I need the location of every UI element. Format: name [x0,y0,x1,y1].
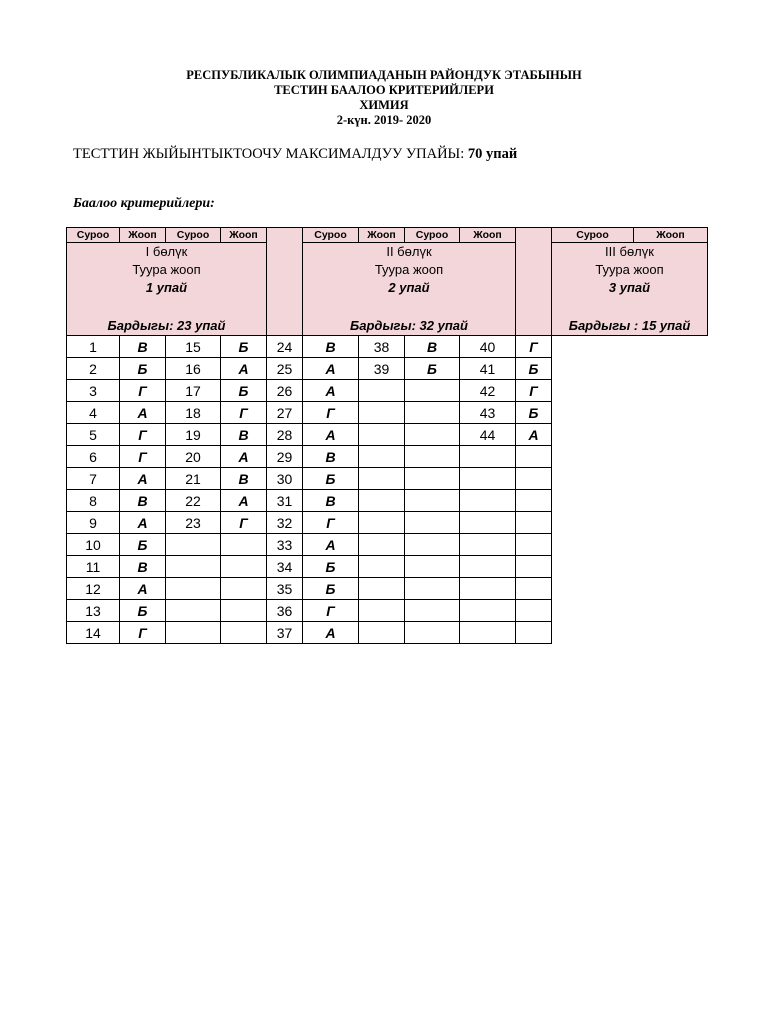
question-number-cell: 16 [166,358,221,380]
question-number-cell [460,556,516,578]
answer-cell: А [303,534,359,556]
question-number-cell: 1 [67,336,120,358]
header-line-2: ТЕСТИН БААЛОО КРИТЕРИЙЛЕРИ [274,83,494,97]
question-number-cell [166,600,221,622]
col-header-answer: Жооп [460,228,516,243]
answer-cell: Г [120,380,166,402]
answer-cell [516,578,552,600]
question-number-cell: 21 [166,468,221,490]
answer-cell: Г [221,402,267,424]
answer-cell: Г [303,512,359,534]
answer-cell: А [303,622,359,644]
question-number-cell [359,490,405,512]
answer-cell: В [120,490,166,512]
answer-cell [221,622,267,644]
question-number-cell: 18 [166,402,221,424]
question-number-cell: 15 [166,336,221,358]
col-header-question: Суроо [303,228,359,243]
answer-cell: Б [120,600,166,622]
question-number-cell [359,512,405,534]
part-points: 1 упай [145,280,188,295]
question-number-cell: 11 [67,556,120,578]
answer-cell: А [120,402,166,424]
separator-column [516,228,552,336]
part-name: I бөлүк [145,244,188,259]
question-number-cell: 9 [67,512,120,534]
question-number-cell: 5 [67,424,120,446]
answer-cell [405,380,460,402]
answer-cell [405,556,460,578]
answer-cell: Г [303,402,359,424]
answer-cell [405,424,460,446]
question-number-cell: 30 [267,468,303,490]
max-score-value: 70 упай [467,146,518,162]
part-points: 2 упай [388,280,430,295]
question-number-cell [359,622,405,644]
answer-cell: Г [120,424,166,446]
question-number-cell: 22 [166,490,221,512]
question-number-cell [166,534,221,556]
question-number-cell: 33 [267,534,303,556]
answer-cell: В [405,336,460,358]
question-number-cell: 2 [67,358,120,380]
answer-cell: Г [120,622,166,644]
question-number-cell: 29 [267,446,303,468]
column-header-row [67,228,708,243]
question-number-cell: 17 [166,380,221,402]
answer-cell [516,446,552,468]
part-total: Бардыгы : 15 упай [568,318,691,333]
part-1-info [67,243,267,336]
question-number-cell: 27 [267,402,303,424]
answer-cell: А [303,358,359,380]
table-row [67,490,708,512]
col-header-question: Суроо [552,228,634,243]
criteria-title: Баалоо критерийлери: [73,196,215,211]
answer-cell: Б [221,336,267,358]
question-number-cell: 42 [460,380,516,402]
table-row [67,512,708,534]
question-number-cell: 25 [267,358,303,380]
question-number-cell [359,402,405,424]
question-number-cell: 35 [267,578,303,600]
max-score-label: ТЕСТТИН ЖЫЙЫНТЫКТООЧУ МАКСИМАЛДУУ УПАЙЫ: [73,146,468,162]
question-number-cell [166,622,221,644]
answer-cell: Б [120,358,166,380]
answer-cell: В [221,468,267,490]
document-header [0,68,768,128]
col-header-answer: Жооп [359,228,405,243]
answer-cell: Б [405,358,460,380]
col-header-answer: Жооп [120,228,166,243]
table-row [67,534,708,556]
answer-cell [405,600,460,622]
answer-cell: Б [303,468,359,490]
col-header-answer: Жооп [634,228,708,243]
answer-cell [516,468,552,490]
answer-cell [405,402,460,424]
part-name: III бөлүк [605,244,654,259]
question-number-cell [460,446,516,468]
question-number-cell [460,622,516,644]
answer-cell [405,446,460,468]
question-number-cell: 26 [267,380,303,402]
answer-cell: В [120,336,166,358]
part-correct-label: Туура жооп [374,262,444,277]
question-number-cell: 20 [166,446,221,468]
header-line-3: ХИМИЯ [359,98,409,112]
table-row [67,402,708,424]
answer-cell: А [221,358,267,380]
answer-cell: В [303,490,359,512]
question-number-cell [460,534,516,556]
table-row [67,600,708,622]
col-header-question: Суроо [405,228,460,243]
question-number-cell: 36 [267,600,303,622]
question-number-cell: 13 [67,600,120,622]
answer-cell [405,622,460,644]
answer-cell [516,556,552,578]
table-row [67,358,708,380]
answer-cell [405,490,460,512]
part-total: Бардыгы: 23 упай [107,318,226,333]
answer-cell: Б [221,380,267,402]
part-total: Бардыгы: 32 упай [350,318,468,333]
question-number-cell [460,512,516,534]
question-number-cell: 6 [67,446,120,468]
answer-cell: Б [303,556,359,578]
question-number-cell: 32 [267,512,303,534]
answer-cell: А [120,468,166,490]
table-row [67,446,708,468]
question-number-cell: 40 [460,336,516,358]
answer-cell [405,578,460,600]
question-number-cell: 12 [67,578,120,600]
question-number-cell: 43 [460,402,516,424]
answer-cell: Б [516,358,552,380]
table-row [67,622,708,644]
question-number-cell [460,490,516,512]
answer-cell [405,534,460,556]
question-number-cell: 37 [267,622,303,644]
answer-cell [516,622,552,644]
answer-cell [221,534,267,556]
answer-cell: Г [120,446,166,468]
question-number-cell: 31 [267,490,303,512]
header-line-1: РЕСПУБЛИКАЛЫК ОЛИМПИАДАНЫН РАЙОНДУК ЭТАБЫНЫН [186,68,582,82]
question-number-cell: 34 [267,556,303,578]
part-2-info [303,243,516,336]
table-row [67,468,708,490]
answer-cell: В [120,556,166,578]
table-row [67,578,708,600]
answer-cell: Б [120,534,166,556]
answer-cell: Г [516,336,552,358]
answer-cell [516,600,552,622]
question-number-cell: 39 [359,358,405,380]
question-number-cell: 14 [67,622,120,644]
question-number-cell: 28 [267,424,303,446]
separator-column [267,228,303,336]
table-row [67,556,708,578]
max-score-line [73,146,517,163]
answer-cell: В [221,424,267,446]
answer-cell: Б [516,402,552,424]
answer-cell [516,490,552,512]
answer-cell: А [221,490,267,512]
question-number-cell: 41 [460,358,516,380]
question-number-cell: 24 [267,336,303,358]
header-line-4: 2-күн. 2019- 2020 [336,113,432,127]
question-number-cell [359,534,405,556]
question-number-cell [359,446,405,468]
part-3-info [552,243,708,336]
question-number-cell: 8 [67,490,120,512]
answer-cell [405,468,460,490]
answer-cell: А [303,424,359,446]
answer-cell [516,512,552,534]
col-header-answer: Жооп [221,228,267,243]
question-number-cell [359,468,405,490]
answer-cell: Г [303,600,359,622]
answer-cell: А [303,380,359,402]
question-number-cell: 23 [166,512,221,534]
question-number-cell [359,600,405,622]
answer-cell [405,512,460,534]
part-correct-label: Туура жооп [595,262,664,277]
answer-cell [221,556,267,578]
answer-cell: А [120,578,166,600]
table-row [67,424,708,446]
question-number-cell: 10 [67,534,120,556]
answer-cell: А [516,424,552,446]
question-number-cell [359,578,405,600]
answer-cell [221,600,267,622]
question-number-cell [460,578,516,600]
question-number-cell: 19 [166,424,221,446]
part-info-row [67,243,708,336]
col-header-question: Суроо [166,228,221,243]
question-number-cell: 3 [67,380,120,402]
question-number-cell [460,600,516,622]
question-number-cell [166,578,221,600]
question-number-cell [359,556,405,578]
answer-cell: Г [516,380,552,402]
question-number-cell: 38 [359,336,405,358]
answer-key-table [66,227,708,644]
col-header-question: Суроо [67,228,120,243]
part-points: 3 упай [608,280,651,295]
question-number-cell: 44 [460,424,516,446]
answer-cell [221,578,267,600]
part-correct-label: Туура жооп [132,262,201,277]
question-number-cell [359,424,405,446]
table-row [67,336,708,358]
part-name: II бөлүк [386,244,432,259]
question-number-cell [359,380,405,402]
answer-cell: Г [221,512,267,534]
answer-cell [516,534,552,556]
question-number-cell: 7 [67,468,120,490]
table-row [67,380,708,402]
question-number-cell [460,468,516,490]
answer-cell: Б [303,578,359,600]
answer-cell: А [221,446,267,468]
answer-cell: В [303,446,359,468]
answer-cell: В [303,336,359,358]
question-number-cell [166,556,221,578]
question-number-cell: 4 [67,402,120,424]
answer-cell: А [120,512,166,534]
